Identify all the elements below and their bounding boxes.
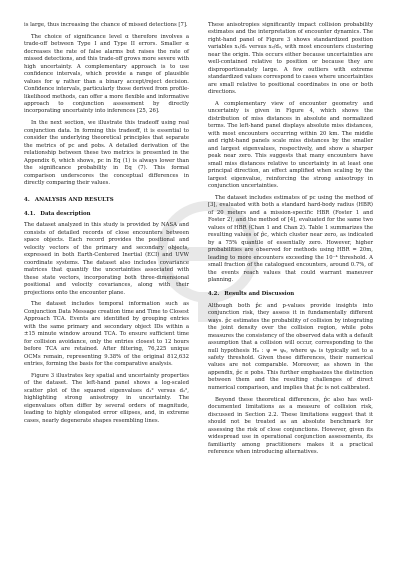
right-column (208, 22, 373, 461)
subsection-number: 4.2. (208, 291, 220, 298)
paragraph: Beyond these theoretical differences, p̂c also has well-documented limitations as a measure of collision risk, discussed in Section 2.2. These limitations suggest that it should not be treated as an absolute benchmark for assessing the risk of close conjunctions. However, given its widespread use in operational conjunction assessments, its familiarity among practitioners makes it a practical reference when introducing alternatives. (208, 396, 373, 455)
subsection-title: Data description (40, 210, 91, 217)
paragraph: These anisotropies significantly impact collision probability estimates and the interpretation of encounter dynamics. The right-hand panel of Figure 3 shows standardized position variables x₁/d₁ versus x₂/d₂, with most encounters clustering near the origin. This occurs either because uncertainties are well-contained relative to position or because they are disproportionately large. A few outliers with extreme standardized values correspond to cases where uncertainties are small relative to positional coordinates in one or both directions. (208, 22, 373, 96)
left-column (24, 22, 189, 430)
paragraph: The dataset includes temporal information such as Conjunction Data Message creation time and Time to Closest Approach TCA. Events are identified by grouping entries with the same primary and secondary object IDs within a ±15 minute window around TCA. To ensure sufficient time for collision avoidance, only the entries closest to 12 hours before TCA are retained. After filtering, 76,225 unique OCMs remain, representing 9.38% of the original 812,632 entries, forming the basis for the comparative analysis. (24, 301, 189, 368)
paragraph: The dataset analyzed in this study is provided by NASA and consists of detailed records of close encounters between space objects. Each record provides the positional and velocity vectors of the primary and secondary objects, expressed in both Earth-Centered Inertial (ECI) and UVW coordinate systems. The dataset also includes covariance matrices that quantify the uncertainties associated with these state vectors, incorporating both three-dimensional positional and velocity covariances, along with their projections onto the encounter plane. (24, 222, 189, 296)
paragraph: The choice of significance level α therefore involves a trade-off between Type I and Type II errors. Smaller α decreases the rate of false alarms but raises the rate of missed detections, and this trade-off grows more severe with high uncertainty. A complementary approach is to use confidence intervals, which provide a range of plausible values for ψ rather than a binary accept/reject decision. Confidence intervals, particularly those derived from profile-likelihood methods, can offer a more flexible and informative approach to conjunction assessment by directly incorporating uncertainty into inferences [25, 26]. (24, 33, 189, 115)
paragraph: In the next section, we illustrate this tradeoff using real conjunction data. In forming this tradeoff, it is essential to consider the underlying theoretical principles that separate the metrics of pc and pobs. A detailed derivation of the relationship between these two metrics is presented in the Appendix 6, which shows, pc in Eq (1) is always lower than the significance probability in Eq (7). This formal comparison underscores the conceptual differences in directly comparing their values. (24, 120, 189, 187)
section-heading (24, 197, 189, 204)
section-number: 4. (24, 196, 30, 203)
paragraph: Although both p̂c and p-values provide insights into conjunction risk, they assess it in fundamentally different ways. p̂c estimates the probability of collision by integrating the joint density over the collision region, while pobs measures the consistency of the observed data with a default assumption that a collision will occur, corresponding to the null hypothesis H₀ : ψ = ψ₀, where ψ₀ is typically set to a safety threshold. Given these differences, their numerical values are not comparable. Moreover, as shown in the appendix, p̂c ≤ pobs. This further emphasizes the distinction between them and the resulting challenges of direct numerical comparison, and implies that p̂c is not calibrated. (208, 302, 373, 391)
subsection-heading (24, 211, 189, 218)
paragraph: is large, thus increasing the chance of missed detections [7]. (24, 22, 188, 28)
paragraph: The dataset includes estimates of pc using the method of [3], evaluated with both a standard hard-body radius (HBR) of 20 meters and a mission-specific HBR (Foster 1 and Foster 2), and the method of [4], evaluated for the same two values of HBR (Chan 1 and Chan 2). Table 1 summarizes the resulting values of p̂c, which cluster near zero, as indicated by a 75% quantile of essentially zero. However, higher probabilities are observed for methods using HBR = 20m, leading to more encounters exceeding the 10⁻⁴ threshold. A small fraction of the catalogued encounters, around 0.7%, of the events reach values that could warrant maneuver planning. (208, 194, 373, 283)
subsection-title: Results and Discussion (224, 291, 295, 298)
paragraph: Figure 3 illustrates key spatial and uncertainty properties of the dataset. The left-hand panel shows a log-scaled scatter plot of the squared eigenvalues d₁² versus d₂², highlighting strong anisotropy in uncertainty. The eigenvalues often differ by several orders of magnitude, leading to highly elongated error ellipses, and, in extreme cases, nearly degenerate shapes resembling lines. (24, 373, 189, 424)
paragraph: A complementary view of encounter geometry and uncertainty is given in Figure 4, which shows the distribution of miss distances in absolute and normalized terms. The left-hand panel displays absolute miss distances, with most encounters occurring within 20 km. The middle and right-hand panels scale miss distances by the smaller and largest eigenvalues, respectively, and show a sharper peak near zero. This suggests that many encounters have small miss distances relative to uncertainty in at least one principal direction, an effect amplified when scaling by the largest eigenvalue, reinforcing the strong anisotropy in conjunction uncertainties. (208, 101, 373, 190)
section-title: ANALYSIS AND RESULTS (34, 196, 114, 203)
subsection-number: 4.1. (24, 210, 36, 217)
subsection-heading (208, 291, 373, 298)
